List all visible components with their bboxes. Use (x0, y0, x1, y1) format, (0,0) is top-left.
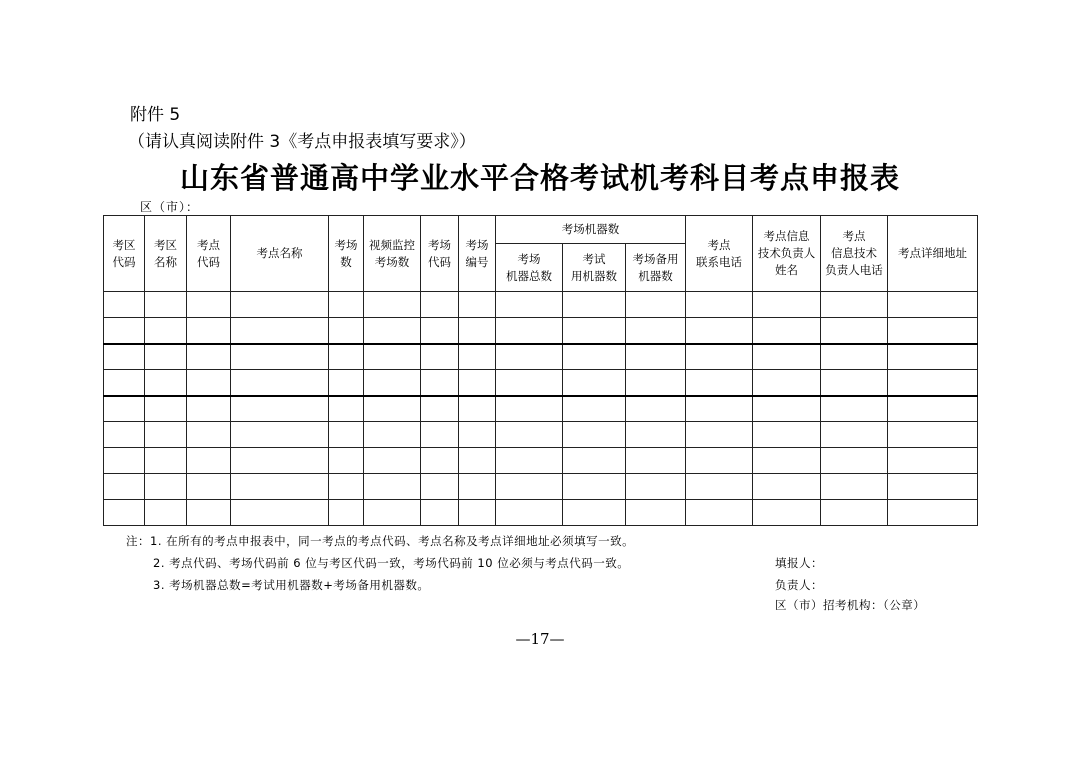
table-cell (686, 292, 753, 318)
table-cell (187, 448, 231, 474)
table-cell (686, 344, 753, 370)
agency-label: 区（市）招考机构：（公章） (775, 598, 926, 612)
table-cell (821, 370, 888, 396)
table-row (104, 344, 978, 370)
table-cell (888, 370, 978, 396)
table-cell (496, 318, 563, 344)
table-cell (364, 318, 421, 344)
table-cell (459, 292, 496, 318)
note-3: 3. 考场机器总数=考试用机器数+考场备用机器数。 (153, 578, 430, 592)
table-body (104, 292, 978, 526)
table-cell (421, 344, 459, 370)
table-cell (231, 422, 329, 448)
header-machines-group: 考场机器数 (496, 216, 686, 244)
table-cell (459, 474, 496, 500)
table-row (104, 422, 978, 448)
table-cell (364, 344, 421, 370)
table-cell (145, 474, 187, 500)
table-cell (686, 396, 753, 422)
table-cell (686, 474, 753, 500)
table-cell (888, 396, 978, 422)
table-cell (626, 344, 686, 370)
header-machines-exam: 考试 用机器数 (563, 244, 626, 292)
table-cell (563, 396, 626, 422)
table-cell (421, 292, 459, 318)
table-cell (686, 448, 753, 474)
table-cell (364, 370, 421, 396)
table-cell (888, 448, 978, 474)
table-cell (626, 448, 686, 474)
page-number: —17— (515, 630, 565, 648)
table-cell (626, 318, 686, 344)
table-cell (187, 422, 231, 448)
table-cell (187, 474, 231, 500)
table-cell (421, 500, 459, 526)
table-cell (496, 370, 563, 396)
table-cell (104, 448, 145, 474)
table-cell (364, 500, 421, 526)
table-row (104, 370, 978, 396)
table-cell (231, 500, 329, 526)
table-cell (187, 292, 231, 318)
table-cell (563, 448, 626, 474)
header-machines-total: 考场 机器总数 (496, 244, 563, 292)
table-cell (496, 448, 563, 474)
table-cell (888, 292, 978, 318)
table-cell (459, 396, 496, 422)
table-cell (421, 448, 459, 474)
table-cell (104, 474, 145, 500)
header-room-number: 考场 编号 (459, 216, 496, 292)
table-cell (187, 370, 231, 396)
table-cell (626, 422, 686, 448)
table-row (104, 500, 978, 526)
table-cell (104, 344, 145, 370)
header-machines-spare: 考场备用 机器数 (626, 244, 686, 292)
table-cell (563, 318, 626, 344)
table-row (104, 396, 978, 422)
table-cell (145, 370, 187, 396)
table-cell (753, 318, 821, 344)
table-cell (686, 370, 753, 396)
table-cell (187, 344, 231, 370)
table-cell (329, 396, 364, 422)
table-cell (145, 344, 187, 370)
table-cell (459, 370, 496, 396)
table-cell (329, 448, 364, 474)
table-cell (459, 448, 496, 474)
table-cell (421, 474, 459, 500)
table-cell (563, 474, 626, 500)
table-cell (145, 448, 187, 474)
table-cell (329, 422, 364, 448)
table-cell (753, 448, 821, 474)
table-cell (888, 500, 978, 526)
page-title: 山东省普通高中学业水平合格考试机考科目考点申报表 (179, 161, 900, 195)
table-cell (231, 292, 329, 318)
table-cell (421, 370, 459, 396)
table-cell (753, 292, 821, 318)
table-cell (888, 318, 978, 344)
header-site-address: 考点详细地址 (888, 216, 978, 292)
application-table (103, 215, 978, 526)
table-cell (145, 292, 187, 318)
table-cell (753, 474, 821, 500)
header-site-phone: 考点 联系电话 (686, 216, 753, 292)
table-row (104, 448, 978, 474)
table-row (104, 474, 978, 500)
table-cell (231, 370, 329, 396)
responsible-label: 负责人： (775, 578, 823, 592)
table-cell (364, 448, 421, 474)
table-cell (421, 422, 459, 448)
table-cell (459, 422, 496, 448)
table-cell (563, 344, 626, 370)
table-cell (104, 422, 145, 448)
table-cell (104, 500, 145, 526)
table-cell (888, 344, 978, 370)
table-cell (329, 370, 364, 396)
district-label: 区（市）： (140, 200, 200, 214)
table-cell (626, 500, 686, 526)
table-cell (496, 500, 563, 526)
table-cell (563, 422, 626, 448)
table-cell (821, 344, 888, 370)
header-room-code: 考场 代码 (421, 216, 459, 292)
table-cell (329, 500, 364, 526)
table-cell (496, 422, 563, 448)
table-cell (231, 318, 329, 344)
table-cell (421, 396, 459, 422)
table-cell (888, 422, 978, 448)
table-cell (187, 396, 231, 422)
table-cell (187, 500, 231, 526)
note-1: 注：1. 在所有的考点申报表中，同一考点的考点代码、考点名称及考点详细地址必须填写一致。 (126, 534, 635, 548)
table-cell (231, 396, 329, 422)
table-cell (626, 292, 686, 318)
instruction-note: （请认真阅读附件 3《考点申报表填写要求》） (128, 132, 476, 152)
header-video-rooms: 视频监控 考场数 (364, 216, 421, 292)
table-cell (753, 344, 821, 370)
table-cell (329, 292, 364, 318)
table-cell (563, 370, 626, 396)
table-cell (104, 370, 145, 396)
table-cell (187, 318, 231, 344)
table-cell (104, 292, 145, 318)
header-site-code: 考点 代码 (187, 216, 231, 292)
table-cell (459, 318, 496, 344)
table-cell (329, 318, 364, 344)
table-cell (626, 396, 686, 422)
table-cell (145, 318, 187, 344)
table-cell (821, 448, 888, 474)
table-cell (686, 500, 753, 526)
table-cell (459, 500, 496, 526)
table-cell (145, 500, 187, 526)
table-cell (753, 396, 821, 422)
table-cell (686, 318, 753, 344)
table-cell (231, 344, 329, 370)
table-cell (231, 448, 329, 474)
note-2: 2. 考点代码、考场代码前 6 位与考区代码一致，考场代码前 10 位必须与考点代码一致。 (153, 556, 630, 570)
header-it-head-phone: 考点 信息技术 负责人电话 (821, 216, 888, 292)
table-cell (421, 318, 459, 344)
table-cell (496, 292, 563, 318)
table-cell (364, 396, 421, 422)
filler-label: 填报人： (775, 556, 823, 570)
table-cell (329, 344, 364, 370)
table-cell (364, 292, 421, 318)
table-cell (496, 396, 563, 422)
table-cell (496, 474, 563, 500)
table-cell (563, 500, 626, 526)
table-cell (753, 500, 821, 526)
table-cell (104, 396, 145, 422)
table-cell (753, 422, 821, 448)
header-room-count: 考场 数 (329, 216, 364, 292)
table-row (104, 318, 978, 344)
header-district-code: 考区 代码 (104, 216, 145, 292)
header-it-head-name: 考点信息 技术负责人 姓名 (753, 216, 821, 292)
table-cell (364, 422, 421, 448)
table-cell (496, 344, 563, 370)
table-cell (145, 396, 187, 422)
table-cell (821, 500, 888, 526)
table-cell (821, 318, 888, 344)
table-cell (626, 474, 686, 500)
table-cell (821, 396, 888, 422)
attachment-label: 附件 5 (130, 105, 181, 125)
table-cell (231, 474, 329, 500)
table-cell (821, 474, 888, 500)
header-site-name: 考点名称 (231, 216, 329, 292)
table-cell (563, 292, 626, 318)
table-cell (686, 422, 753, 448)
table-row (104, 292, 978, 318)
table-cell (753, 370, 821, 396)
table-cell (104, 318, 145, 344)
table-cell (821, 422, 888, 448)
table-cell (888, 474, 978, 500)
table-cell (459, 344, 496, 370)
table-cell (626, 370, 686, 396)
table-cell (145, 422, 187, 448)
table-cell (329, 474, 364, 500)
table-cell (364, 474, 421, 500)
table-cell (821, 292, 888, 318)
header-district-name: 考区 名称 (145, 216, 187, 292)
